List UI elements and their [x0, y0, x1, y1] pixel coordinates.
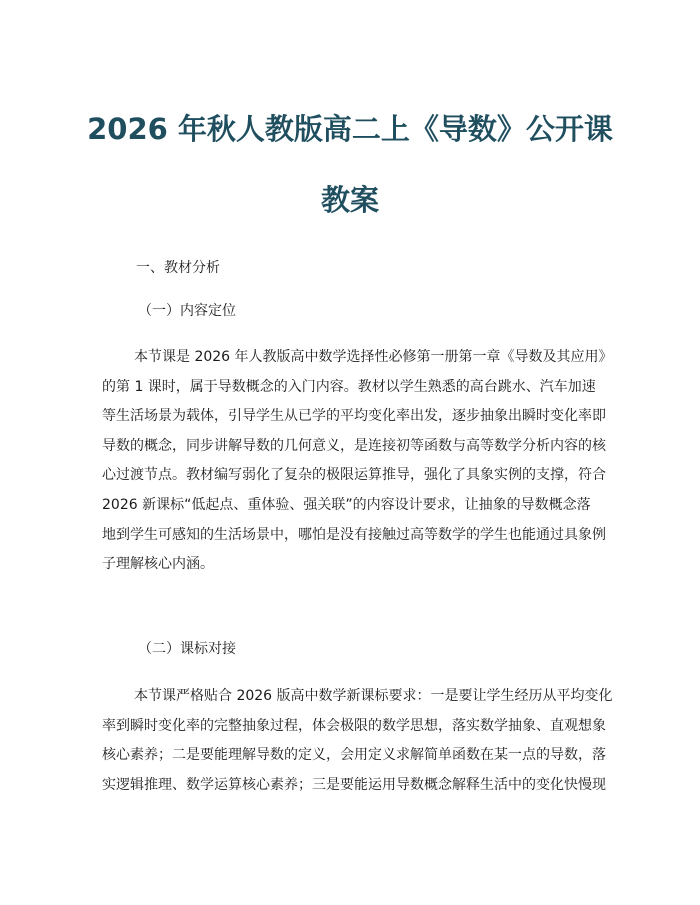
paragraph-line: 等生活场景为载体，引导学生从已学的平均变化率出发，逐步抽象出瞬时变化率即: [102, 408, 606, 425]
paragraph-line: 地到学生可感知的生活场景中，哪怕是没有接触过高等数学的学生也能通过具象例: [102, 526, 606, 543]
paragraph-line: 核心素养；二是要能理解导数的定义，会用定义求解简单函数在某一点的导数，落: [102, 747, 606, 764]
paragraph-line: 本节课严格贴合 2026 版高中数学新课标要求：一是要让学生经历从平均变化: [134, 688, 613, 704]
document-title-line-1: 2026 年秋人教版高二上《导数》公开课: [87, 112, 613, 146]
paragraph-line: 实逻辑推理、数学运算核心素养；三是要能运用导数概念解释生活中的变化快慢现: [102, 776, 606, 793]
paragraph-curriculum-alignment: [102, 682, 613, 800]
paragraph-content-positioning: [102, 343, 613, 580]
paragraph-line: 本节课是 2026 年人教版高中数学选择性必修第一册第一章《导数及其应用》: [134, 349, 613, 365]
subsection-heading-content-positioning: （一）内容定位: [138, 303, 236, 319]
paragraph-line: 心过渡节点。教材编写弱化了复杂的极限运算推导，强化了具象实例的支撑，符合: [102, 467, 606, 484]
document-title-line-2: 教案: [320, 183, 379, 217]
subsection-heading-curriculum-alignment: （二）课标对接: [138, 641, 236, 657]
paragraph-line: 率到瞬时变化率的完整抽象过程，体会极限的数学思想，落实数学抽象、直观想象: [102, 717, 606, 734]
paragraph-line: 导数的概念，同步讲解导数的几何意义，是连接初等函数与高等数学分析内容的核: [102, 437, 606, 454]
paragraph-line: 子理解核心内涵。: [102, 556, 214, 573]
paragraph-line: 2026 新课标“低起点、重体验、强关联”的内容设计要求，让抽象的导数概念落: [102, 496, 591, 513]
paragraph-line: 的第 1 课时，属于导数概念的入门内容。教材以学生熟悉的高台跳水、汽车加速: [102, 378, 596, 395]
section-heading-teaching-material-analysis: 一、教材分析: [136, 260, 220, 276]
